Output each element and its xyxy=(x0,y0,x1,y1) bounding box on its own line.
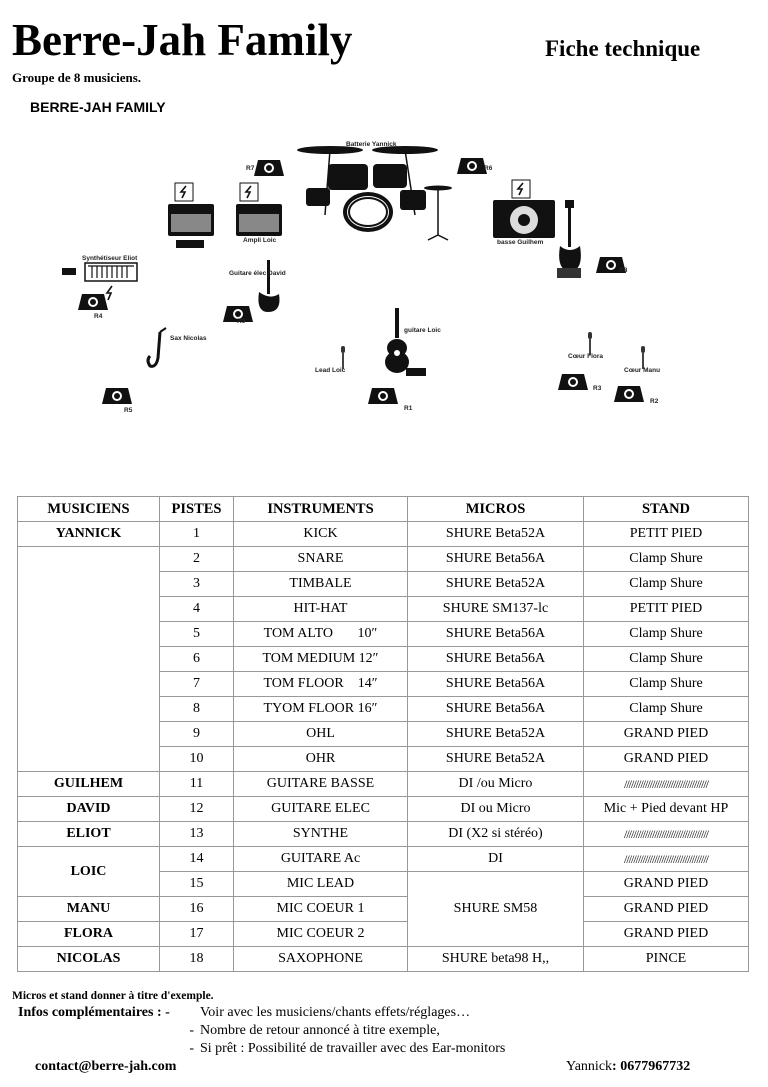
instrument-cell: MIC COEUR 2 xyxy=(234,922,408,947)
stand-cell: Clamp Shure xyxy=(584,572,749,597)
table-row xyxy=(18,922,749,947)
micro-cell: SHURE Beta52A xyxy=(408,747,584,772)
instrument-cell: SNARE xyxy=(234,547,408,572)
monitor-r1-icon xyxy=(368,388,398,404)
label-r7: R7 xyxy=(246,165,255,172)
instrument-cell: HIT-HAT xyxy=(234,597,408,622)
monitor-r2-icon xyxy=(614,386,644,402)
table-row xyxy=(18,897,749,922)
group-subtitle: Groupe de 8 musiciens. xyxy=(12,70,142,85)
table-row xyxy=(18,522,749,547)
footnote: Micros et stand donner à titre d'exemple. xyxy=(12,990,214,1002)
saxophone-icon xyxy=(148,328,166,366)
instrument-cell: MIC COEUR 1 xyxy=(234,897,408,922)
stand-cell: GRAND PIED xyxy=(584,722,749,747)
bass-amp-icon xyxy=(493,180,555,238)
piste-cell: 2 xyxy=(160,547,234,572)
stand-cell: Clamp Shure xyxy=(584,622,749,647)
stand-cell: Clamp Shure xyxy=(584,547,749,572)
musician-cell-empty xyxy=(18,547,160,772)
amp-eliot-icon xyxy=(168,183,214,248)
label-r1: R1 xyxy=(404,405,413,412)
header-pistes: PISTES xyxy=(160,497,234,522)
info-line: Nombre de retour annoncé à titre exemple, xyxy=(200,1023,440,1038)
stand-cell: GRAND PIED xyxy=(584,747,749,772)
contact-phone xyxy=(566,1059,690,1075)
phone-name: Yannick xyxy=(566,1059,613,1074)
table-row xyxy=(18,847,749,872)
musician-cell: LOIC xyxy=(18,847,160,897)
piste-cell: 14 xyxy=(160,847,234,872)
micro-cell: SHURE SM137-lc xyxy=(408,597,584,622)
instrument-cell: GUITARE Ac xyxy=(234,847,408,872)
musician-cell: NICOLAS xyxy=(18,947,160,972)
piste-cell: 5 xyxy=(160,622,234,647)
instrument-cell: GUITARE ELEC xyxy=(234,797,408,822)
micro-cell: SHURE Beta52A xyxy=(408,522,584,547)
header-musiciens: MUSICIENS xyxy=(18,497,160,522)
piste-cell: 10 xyxy=(160,747,234,772)
info-line: Si prêt : Possibilité de travailler avec des Ear-monitors xyxy=(200,1041,506,1056)
piste-cell: 8 xyxy=(160,697,234,722)
stand-cell: Clamp Shure xyxy=(584,697,749,722)
micro-cell: SHURE Beta52A xyxy=(408,572,584,597)
musician-cell: GUILHEM xyxy=(18,772,160,797)
table-header-row xyxy=(18,497,749,522)
instrument-cell: TOM FLOOR 14″ xyxy=(234,672,408,697)
micro-cell: DI ou Micro xyxy=(408,797,584,822)
stand-cell: //////////////////////////////////// xyxy=(584,772,749,797)
micro-cell: SHURE Beta56A xyxy=(408,622,584,647)
micro-cell: SHURE SM58 xyxy=(408,872,584,947)
label-r6: R6 xyxy=(484,165,493,172)
monitor-r4-icon xyxy=(78,294,108,310)
label-r5: R5 xyxy=(124,407,133,414)
monitor-r5-icon xyxy=(102,388,132,404)
piste-cell: 18 xyxy=(160,947,234,972)
instrument-cell: OHL xyxy=(234,722,408,747)
stand-cell: Mic + Pied devant HP xyxy=(584,797,749,822)
instrument-cell: MIC LEAD xyxy=(234,872,408,897)
lead-mic-icon xyxy=(341,346,345,369)
info-label: Infos complémentaires : - xyxy=(18,1005,170,1020)
label-acoustic: guitare Loic xyxy=(404,327,441,334)
electric-guitar-icon xyxy=(258,260,279,312)
micro-cell: SHURE Beta56A xyxy=(408,647,584,672)
stand-cell: Clamp Shure xyxy=(584,672,749,697)
tech-table xyxy=(17,496,749,972)
info-line: Voir avec les musiciens/chants effets/réglages… xyxy=(200,1005,471,1020)
document-title: Berre-Jah Family xyxy=(12,15,353,65)
info-block xyxy=(18,1005,505,1059)
stand-cell: GRAND PIED xyxy=(584,872,749,897)
info-dash: - xyxy=(189,1041,194,1056)
label-r2: R2 xyxy=(650,398,659,405)
info-row xyxy=(18,1041,505,1059)
info-row xyxy=(18,1005,505,1023)
piste-cell: 12 xyxy=(160,797,234,822)
instrument-cell: TOM MEDIUM 12″ xyxy=(234,647,408,672)
instrument-cell: TYOM FLOOR 16″ xyxy=(234,697,408,722)
instrument-cell: OHR xyxy=(234,747,408,772)
piste-cell: 7 xyxy=(160,672,234,697)
label-r9: R9 xyxy=(237,318,246,325)
monitor-r7-icon xyxy=(254,160,284,176)
piste-cell: 16 xyxy=(160,897,234,922)
musician-cell: FLORA xyxy=(18,922,160,947)
choir-mic-flora-icon xyxy=(588,332,592,355)
table-row xyxy=(18,547,749,572)
micro-cell: SHURE beta98 H,, xyxy=(408,947,584,972)
monitor-r3-icon xyxy=(558,374,588,390)
table-row xyxy=(18,772,749,797)
header-micros: MICROS xyxy=(408,497,584,522)
stand-cell: //////////////////////////////////// xyxy=(584,847,749,872)
instrument-cell: TOM ALTO 10″ xyxy=(234,622,408,647)
label-r4: R4 xyxy=(94,313,103,320)
musician-cell: MANU xyxy=(18,897,160,922)
info-dash: - xyxy=(189,1023,194,1038)
label-bass: basse Guilhem xyxy=(497,239,544,246)
piste-cell: 11 xyxy=(160,772,234,797)
table-row xyxy=(18,797,749,822)
power-icon xyxy=(107,286,112,300)
stand-cell: PINCE xyxy=(584,947,749,972)
label-elec-guitar: Guitare élec David xyxy=(229,270,286,277)
micro-cell: SHURE Beta52A xyxy=(408,722,584,747)
stand-cell: //////////////////////////////////// xyxy=(584,822,749,847)
micro-cell: SHURE Beta56A xyxy=(408,697,584,722)
table-row xyxy=(18,947,749,972)
instrument-cell: GUITARE BASSE xyxy=(234,772,408,797)
stand-cell: GRAND PIED xyxy=(584,897,749,922)
micro-cell: SHURE Beta56A xyxy=(408,547,584,572)
instrument-cell: TIMBALE xyxy=(234,572,408,597)
label-lead: Lead Loic xyxy=(315,367,346,374)
monitor-r6-icon xyxy=(457,158,487,174)
stand-cell: Clamp Shure xyxy=(584,647,749,672)
label-synth: Synthétiseur Eliot xyxy=(82,255,138,262)
stage-plot xyxy=(0,120,768,450)
piste-cell: 4 xyxy=(160,597,234,622)
instrument-cell: KICK xyxy=(234,522,408,547)
band-label: BERRE-JAH FAMILY xyxy=(30,99,166,115)
piste-cell: 15 xyxy=(160,872,234,897)
instrument-cell: SYNTHE xyxy=(234,822,408,847)
label-coeur-flora: Cœur Flora xyxy=(568,353,604,360)
synth-icon xyxy=(62,263,137,281)
label-drums: Batterie Yannick xyxy=(346,141,397,148)
amp-loic-icon xyxy=(236,183,282,236)
stand-cell: PETIT PIED xyxy=(584,522,749,547)
stand-cell: GRAND PIED xyxy=(584,922,749,947)
piste-cell: 9 xyxy=(160,722,234,747)
contact-email: contact@berre-jah.com xyxy=(35,1059,177,1074)
label-sax: Sax Nicolas xyxy=(170,335,207,342)
label-coeur-manu: Cœur Manu xyxy=(624,367,661,374)
piste-cell: 1 xyxy=(160,522,234,547)
di-box-icon xyxy=(406,368,426,376)
piste-cell: 17 xyxy=(160,922,234,947)
stand-cell: PETIT PIED xyxy=(584,597,749,622)
choir-mic-manu-icon xyxy=(641,346,645,369)
document-type: Fiche technique xyxy=(545,36,701,61)
label-r8: R8 xyxy=(619,267,628,274)
musician-cell: DAVID xyxy=(18,797,160,822)
musician-cell: YANNICK xyxy=(18,522,160,547)
micro-cell: SHURE Beta56A xyxy=(408,672,584,697)
micro-cell: DI xyxy=(408,847,584,872)
header-stand: STAND xyxy=(584,497,749,522)
piste-cell: 3 xyxy=(160,572,234,597)
info-row xyxy=(18,1023,505,1041)
bass-guitar-icon xyxy=(557,200,581,278)
header-instruments: INSTRUMENTS xyxy=(234,497,408,522)
phone-number: : 0677967732 xyxy=(612,1059,691,1074)
label-r3: R3 xyxy=(593,385,602,392)
micro-cell: DI /ou Micro xyxy=(408,772,584,797)
table-row xyxy=(18,822,749,847)
musician-cell: ELIOT xyxy=(18,822,160,847)
piste-cell: 6 xyxy=(160,647,234,672)
instrument-cell: SAXOPHONE xyxy=(234,947,408,972)
label-ampli-loic: Ampli Loic xyxy=(243,237,277,244)
drum-kit-icon xyxy=(297,146,452,240)
acoustic-guitar-icon xyxy=(385,308,409,373)
piste-cell: 13 xyxy=(160,822,234,847)
micro-cell: DI (X2 si stéréo) xyxy=(408,822,584,847)
